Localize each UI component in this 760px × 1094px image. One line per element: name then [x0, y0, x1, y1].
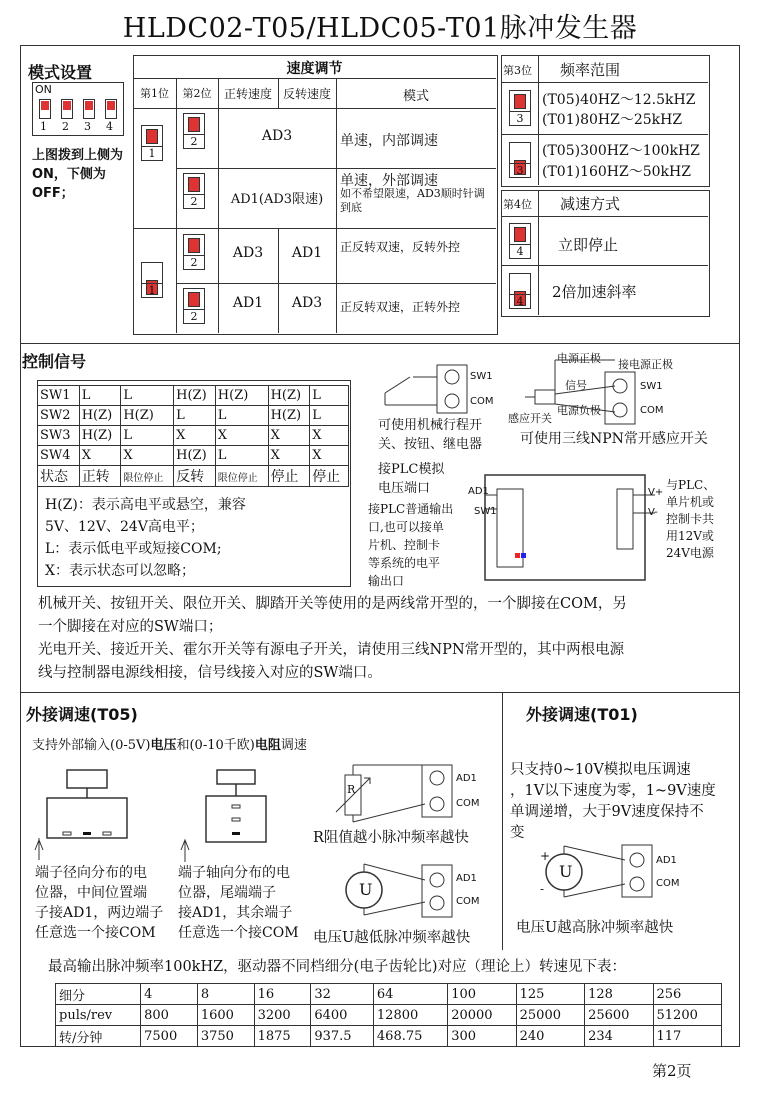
dip-on-label: ON: [35, 83, 52, 96]
mech-caption: 可使用机械行程开 关、按钮、继电器: [378, 418, 483, 452]
table-cell: SW4: [38, 446, 80, 466]
table-cell: 12800: [373, 1005, 447, 1026]
table-cell: X: [268, 446, 310, 466]
pwr-pos-to: 接电源正极: [618, 358, 673, 371]
table-cell: 停止: [310, 466, 349, 487]
dip-switch-icon: 2: [183, 234, 205, 270]
table-cell: 300: [448, 1026, 516, 1047]
r-caption: R阻值越小脉冲频率越快: [313, 830, 469, 846]
freq-r1b: (T01)80HZ～25kHZ: [542, 112, 683, 128]
r4-fwd: AD1: [232, 295, 264, 311]
table-cell: 限位停止: [121, 466, 174, 487]
table-cell: X: [215, 426, 268, 446]
common-power-label: 与PLC、 单片机或 控制卡共 用12V或 24V电源: [666, 478, 716, 560]
r-label: R: [347, 783, 356, 796]
r3-fwd: AD3: [232, 245, 264, 261]
table-cell: 7500: [141, 1026, 198, 1047]
table-row: [56, 984, 722, 1005]
freq-r2b: (T01)160HZ～50kHZ: [542, 164, 691, 180]
speed-heading: 速度调节: [286, 61, 343, 77]
controller-board-diagram: [455, 475, 675, 585]
ext01-caption: 电压U越高脉冲频率越快: [516, 920, 674, 936]
dip-switch-icon: 2: [183, 113, 205, 149]
plus-label: +: [540, 849, 551, 863]
table-cell: 16: [254, 984, 311, 1005]
com-label: COM: [456, 798, 480, 809]
table-cell: X: [79, 446, 121, 466]
dip-switch-icon: 1: [141, 262, 163, 298]
signal-table: [37, 385, 349, 487]
potentiometer-icon: [45, 770, 345, 850]
table-cell: 3200: [254, 1005, 311, 1026]
table-cell: 800: [141, 1005, 198, 1026]
ad1-label: AD1: [468, 486, 489, 497]
table-cell: H(Z): [174, 386, 216, 406]
table-cell: 细分: [56, 984, 141, 1005]
table-cell: SW2: [38, 406, 80, 426]
table-cell: 117: [653, 1026, 721, 1047]
u-label: U: [359, 880, 373, 899]
vplus-label: V+: [648, 487, 664, 498]
table-cell: 4: [141, 984, 198, 1005]
npn-caption: 可使用三线NPN常开感应开关: [520, 431, 708, 447]
ext05-sub: 支持外部输入(0-5V)电压和(0-10千欧)电阻调速: [32, 738, 307, 753]
table-cell: 937.5: [311, 1026, 374, 1047]
control-heading: 控制信号: [22, 352, 87, 371]
table-cell: H(Z): [79, 406, 121, 426]
table-row: [38, 386, 349, 406]
ext01-desc: 只支持0~10V模拟电压调速 ，1V以下速度为零，1~9V速度 单调递增，大于9V速度保持不 变: [510, 762, 716, 841]
table-cell: L: [310, 406, 349, 426]
table-cell: H(Z): [121, 406, 174, 426]
npn-sensor-diagram: [520, 360, 660, 430]
table-cell: L: [215, 446, 268, 466]
r2-mode: 单速，外部调速: [340, 173, 438, 189]
u-label: U: [559, 862, 573, 881]
table-cell: H(Z): [174, 446, 216, 466]
ad1-label: AD1: [456, 873, 477, 884]
col-2: 第2位: [182, 87, 212, 100]
table-cell: X: [310, 446, 349, 466]
ad1-label: AD1: [456, 773, 477, 784]
dip-switch-icon: 4: [509, 223, 531, 259]
table-cell: 25000: [516, 1005, 584, 1026]
pot2-note: 端子轴向分布的电 位器，尾端端子 接AD1，其余端子 任意选一个接COM: [178, 865, 299, 941]
table-cell: L: [174, 406, 216, 426]
table-cell: 6400: [311, 1005, 374, 1026]
mode-note: 上图拨到上侧为ON，下侧为OFF；: [32, 148, 124, 201]
control-paragraph: 机械开关、按钮开关、限位开关、脚踏开关等使用的是两线常开型的，一个脚接在COM，另 一个脚接在对应的SW端口； 光电开关、接近开关、霍尔开关等有源电子开关，请使用三线NPN常开型的，其中两根电源 线与控制器电源线相接，信号线接入对应的SW端口。: [38, 596, 627, 681]
dip-switch-icon: 2: [183, 173, 205, 209]
table-cell: H(Z): [215, 386, 268, 406]
u-caption: 电压U越低脉冲频率越快: [313, 930, 471, 946]
minus-label: -: [540, 882, 545, 896]
dip-switch-icon: 2: [183, 288, 205, 324]
table-cell: 256: [653, 984, 721, 1005]
table-cell: 正转: [79, 466, 121, 487]
dip-switch-block: [32, 82, 124, 136]
col-5: 模式: [402, 89, 429, 104]
table-cell: 20000: [448, 1005, 516, 1026]
com-label: COM: [470, 396, 494, 407]
table-cell: SW1: [38, 386, 80, 406]
legend: H(Z)：表示高电平或悬空，兼容 5V、12V、24V高电平； L：表示低电平或短接COM; X：表示状态可以忽略；: [45, 497, 246, 579]
r4-rev: AD3: [291, 295, 323, 311]
table-cell: L: [121, 386, 174, 406]
dip-number: 3: [84, 120, 91, 133]
dip-switch-icon: 1: [141, 125, 163, 161]
ext05-heading: 外接调速(T05): [26, 705, 138, 724]
col-1: 第1位: [140, 87, 169, 100]
com-label: COM: [640, 405, 664, 416]
table-cell: 3750: [197, 1026, 254, 1047]
table-cell: 51200: [653, 1005, 721, 1026]
table-cell: H(Z): [268, 386, 310, 406]
divider: [20, 692, 740, 693]
table-cell: 限位停止: [215, 466, 268, 487]
table-cell: puls/rev: [56, 1005, 141, 1026]
table-cell: 反转: [174, 466, 216, 487]
dip-switch-icon: 3: [509, 90, 531, 126]
table-cell: L: [121, 426, 174, 446]
table-cell: 100: [448, 984, 516, 1005]
table-cell: 234: [585, 1026, 653, 1047]
divider: [20, 343, 740, 344]
mode-heading: 模式设置: [28, 63, 93, 82]
table-cell: 32: [311, 984, 374, 1005]
dip-switch-icon: 3: [509, 142, 531, 178]
freq-r1a: (T05)40HZ～12.5kHZ: [542, 92, 696, 108]
table-cell: L: [215, 406, 268, 426]
table-cell: 1875: [254, 1026, 311, 1047]
dip-switch-icon: 4: [509, 273, 531, 309]
table-cell: 停止: [268, 466, 310, 487]
decel-r2: 2倍加速斜率: [552, 283, 637, 301]
table-row: [38, 446, 349, 466]
table-row: [38, 466, 349, 487]
dip-number: 2: [62, 120, 69, 133]
freq-heading: 频率范围: [560, 61, 621, 79]
table-cell: X: [174, 426, 216, 446]
table-cell: 8: [197, 984, 254, 1005]
table-row: [38, 426, 349, 446]
dip-number: 4: [106, 120, 113, 133]
sensor-label: 感应开关: [508, 412, 552, 425]
sw1-label: SW1: [470, 371, 493, 382]
table-cell: L: [79, 386, 121, 406]
r3-mode: 正反转双速，反转外控: [340, 240, 461, 254]
table-cell: 状态: [38, 466, 80, 487]
table-cell: H(Z): [79, 426, 121, 446]
dip-number: 1: [40, 120, 47, 133]
divider: [502, 692, 503, 950]
table-cell: 64: [373, 984, 447, 1005]
plc-io-label: 接PLC普通输出 口,也可以接单 片机、控制卡 等系统的电平 输出口: [368, 502, 454, 588]
pwr-pos-label: 电源正极: [557, 352, 601, 365]
page-number: 第2页: [652, 1062, 692, 1080]
r1-mode: 单速，内部调速: [340, 133, 438, 149]
sw1-label: SW1: [640, 381, 663, 392]
signal-label: 信号: [565, 379, 587, 392]
table-row: [38, 406, 349, 426]
r4-mode: 正反转双速，正转外控: [340, 300, 461, 314]
freq-col: 第3位: [503, 64, 532, 77]
freq-r2a: (T05)300HZ～100kHZ: [542, 143, 700, 159]
table-cell: 1600: [197, 1005, 254, 1026]
table-cell: 128: [585, 984, 653, 1005]
table-cell: X: [268, 426, 310, 446]
com-label: COM: [456, 896, 480, 907]
plc-analog-label: 接PLC模拟 电压端口: [378, 462, 445, 496]
r3-rev: AD1: [291, 245, 323, 261]
table-cell: 25600: [585, 1005, 653, 1026]
r2-speed: AD1(AD3限速): [230, 192, 324, 207]
col-3: 正转速度: [223, 87, 272, 101]
decel-col: 第4位: [503, 198, 532, 211]
ad1-label: AD1: [656, 855, 677, 866]
decel-heading: 减速方式: [560, 195, 621, 213]
table-cell: SW3: [38, 426, 80, 446]
ext01-heading: 外接调速(T01): [526, 705, 638, 724]
com-label: COM: [656, 878, 680, 889]
r2-note: 如不希望限速，AD3顺时针调到底: [340, 187, 485, 214]
pwr-neg-label: 电源负极: [557, 404, 601, 417]
speed-note: 最高输出脉冲频率100kHZ，驱动器不同档细分(电子齿轮比)对应（理论上）转速见下表：: [48, 959, 626, 975]
vminus-label: V-: [648, 507, 658, 518]
sw1-label: SW1: [474, 506, 497, 517]
table-cell: 125: [516, 984, 584, 1005]
table-cell: L: [310, 386, 349, 406]
col-4: 反转速度: [282, 87, 331, 101]
pot1-note: 端子径向分布的电 位器，中间位置端 子接AD1，两边端子 任意选一个接COM: [35, 865, 164, 941]
table-cell: X: [310, 426, 349, 446]
table-cell: 468.75: [373, 1026, 447, 1047]
table-cell: X: [121, 446, 174, 466]
page-title: HLDC02-T05/HLDC05-T01脉冲发生器: [122, 13, 638, 44]
rpm-table: [55, 983, 722, 1047]
r1-speed: AD3: [261, 128, 293, 144]
table-row: [56, 1005, 722, 1026]
table-row: [56, 1026, 722, 1047]
table-cell: H(Z): [268, 406, 310, 426]
table-cell: 240: [516, 1026, 584, 1047]
decel-r1: 立即停止: [558, 236, 619, 254]
table-cell: 转/分钟: [56, 1026, 141, 1047]
